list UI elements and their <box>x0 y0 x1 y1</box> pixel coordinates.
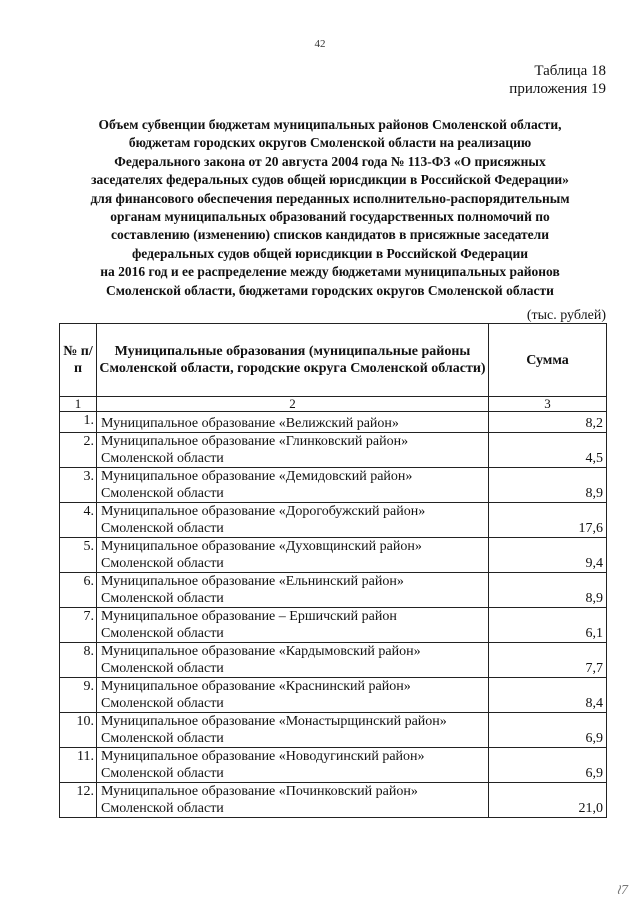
row-sum: 8,4 <box>489 678 607 713</box>
row-name-line1: Муниципальное образование – Ершичский район <box>101 609 397 624</box>
header-num: № п/п <box>60 324 97 397</box>
table-row <box>60 503 607 538</box>
row-name-line1: Муниципальное образование «Демидовский район» <box>101 469 413 484</box>
table-row <box>60 678 607 713</box>
row-name <box>97 412 489 433</box>
row-name <box>97 503 489 538</box>
row-name <box>97 643 489 678</box>
page-number: 42 <box>314 38 326 50</box>
row-number: 9. <box>60 678 97 713</box>
row-sum: 7,7 <box>489 643 607 678</box>
row-number: 6. <box>60 573 97 608</box>
row-name-line1: Муниципальное образование «Велижский район» <box>101 416 399 431</box>
table-row <box>60 713 607 748</box>
row-name-line1: Муниципальное образование «Глинковский район» <box>101 434 409 449</box>
table-row <box>60 643 607 678</box>
row-name <box>97 783 489 818</box>
title-line: на 2016 год и ее распределение между бюджетами муниципальных районов <box>100 264 560 280</box>
row-name-line2: Смоленской области <box>101 801 224 816</box>
row-name <box>97 573 489 608</box>
table-ref-line2: приложения 19 <box>509 81 606 97</box>
row-name-line1: Муниципальное образование «Дорогобужский район» <box>101 504 426 519</box>
row-number: 3. <box>60 468 97 503</box>
title-line: органам муниципальных образований государственных полномочий по <box>110 209 550 225</box>
row-sum: 6,1 <box>489 608 607 643</box>
column-index-row <box>60 397 607 412</box>
header-sum: Сумма <box>489 324 607 397</box>
row-sum: 8,9 <box>489 468 607 503</box>
row-name-line2: Смоленской области <box>101 521 224 536</box>
row-number: 10. <box>60 713 97 748</box>
row-name <box>97 468 489 503</box>
row-name <box>97 608 489 643</box>
row-sum: 4,5 <box>489 433 607 468</box>
table-row <box>60 412 607 433</box>
row-name-line2: Смоленской области <box>101 626 224 641</box>
title-line: бюджетам городских округов Смоленской области на реализацию <box>128 135 532 151</box>
row-sum: 21,0 <box>489 783 607 818</box>
title-line: для финансового обеспечения переданных исполнительно-распорядительным <box>90 190 570 206</box>
row-sum: 8,2 <box>489 412 607 433</box>
row-sum: 6,9 <box>489 748 607 783</box>
table-row <box>60 433 607 468</box>
row-name-line1: Муниципальное образование «Кардымовский район» <box>101 644 421 659</box>
row-name-line2: Смоленской области <box>101 696 224 711</box>
title-line: федеральных судов общей юрисдикции в Российской Федерации <box>131 245 529 261</box>
row-name-line1: Муниципальное образование «Починковский район» <box>101 784 418 799</box>
row-name-line1: Муниципальное образование «Ельнинский район» <box>101 574 404 589</box>
row-name-line2: Смоленской области <box>101 591 224 606</box>
row-number: 5. <box>60 538 97 573</box>
table-ref-line1: Таблица 18 <box>534 63 606 79</box>
row-number: 7. <box>60 608 97 643</box>
row-name-line2: Смоленской области <box>101 731 224 746</box>
title-line: составлению (изменению) списков кандидатов в присяжные заседатели <box>111 227 549 243</box>
row-number: 8. <box>60 643 97 678</box>
row-name-line1: Муниципальное образование «Монастырщинский район» <box>101 714 447 729</box>
table-reference <box>509 62 606 98</box>
table-row <box>60 538 607 573</box>
row-name-line2: Смоленской области <box>101 451 224 466</box>
row-sum: 17,6 <box>489 503 607 538</box>
row-name-line2: Смоленской области <box>101 661 224 676</box>
handwritten-mark: ≀7 <box>615 883 628 898</box>
title-line: заседателях федеральных судов общей юрисдикции в Российской Федерации» <box>91 172 569 188</box>
col-index: 3 <box>489 397 607 412</box>
table-row <box>60 573 607 608</box>
row-number: 1. <box>60 412 97 433</box>
row-number: 2. <box>60 433 97 468</box>
row-name <box>97 538 489 573</box>
row-sum: 6,9 <box>489 713 607 748</box>
table-row <box>60 608 607 643</box>
row-name-line2: Смоленской области <box>101 556 224 571</box>
document-title <box>60 116 600 300</box>
units-label: (тыс. рублей) <box>526 308 606 323</box>
title-line: Объем субвенции бюджетам муниципальных районов Смоленской области, <box>98 117 562 132</box>
row-sum: 9,4 <box>489 538 607 573</box>
row-name <box>97 713 489 748</box>
row-name <box>97 433 489 468</box>
col-index: 2 <box>97 397 489 412</box>
subvention-table <box>59 323 607 818</box>
row-number: 11. <box>60 748 97 783</box>
row-number: 4. <box>60 503 97 538</box>
table-row <box>60 748 607 783</box>
table-header-row <box>60 324 607 397</box>
col-index: 1 <box>60 397 97 412</box>
row-name-line2: Смоленской области <box>101 766 224 781</box>
row-name-line1: Муниципальное образование «Новодугинский район» <box>101 749 425 764</box>
row-number: 12. <box>60 783 97 818</box>
row-name <box>97 678 489 713</box>
row-name <box>97 748 489 783</box>
row-sum: 8,9 <box>489 573 607 608</box>
row-name-line1: Муниципальное образование «Краснинский район» <box>101 679 411 694</box>
header-name: Муниципальные образования (муниципальные районы Смоленской области, городские округа Смоленской области) <box>97 324 489 397</box>
title-line: Смоленской области, бюджетами городских округов Смоленской области <box>106 282 554 298</box>
table-row <box>60 783 607 818</box>
table-row <box>60 468 607 503</box>
row-name-line2: Смоленской области <box>101 486 224 501</box>
row-name-line1: Муниципальное образование «Духовщинский район» <box>101 539 422 554</box>
title-line: Федерального закона от 20 августа 2004 года № 113-ФЗ «О присяжных <box>114 153 546 169</box>
